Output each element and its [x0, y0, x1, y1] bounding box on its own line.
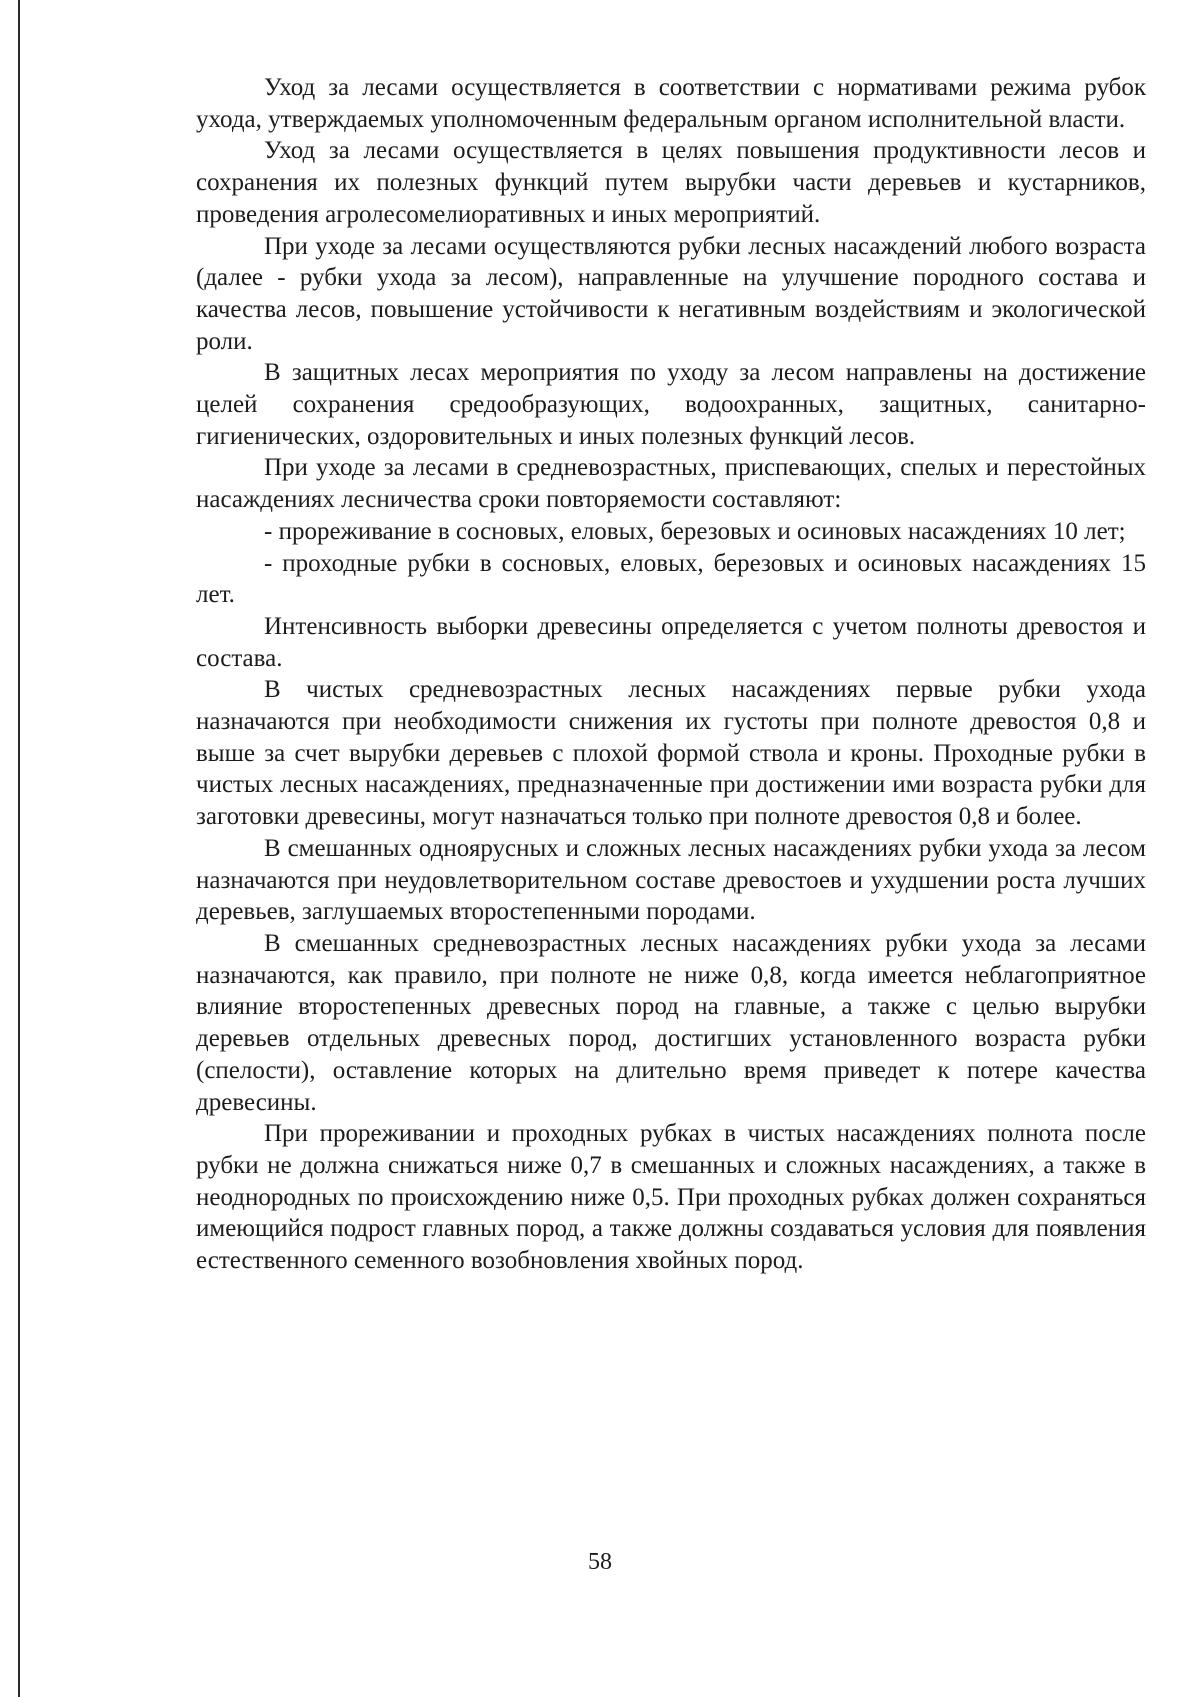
paragraph-mixed-complex-stands: В смешанных одноярусных и сложных лесных насаждениях рубки ухода за лесом назначаются при неудовлетворительном составе древостоев и ухудшении роста лучших деревьев, заглушаемых второстепенными породами.: [196, 834, 1146, 926]
page-number: 58: [588, 1549, 612, 1575]
paragraph-selection-intensity: Интенсивность выборки древесины определяется с учетом полноты древостоя и состава.: [196, 612, 1146, 672]
paragraph-repetition-periods: При уходе за лесами в средневозрастных, приспевающих, спелых и перестойных насаждениях лесничества сроки повторяемости составляют:: [196, 454, 1146, 514]
document-body: [196, 72, 1146, 1277]
scan-edge-line: [18, 0, 20, 1697]
list-item-passage-cuttings: - проходные рубки в сосновых, еловых, березовых и осиновых насаждениях 15 лет.: [196, 549, 1146, 609]
paragraph-protective-forests: В защитных лесах мероприятия по уходу за лесом направлены на достижение целей сохранения средообразующих, водоохранных, защитных, санитарно-гигиенических, оздоровительных и иных полезных функций лесов.: [196, 359, 1146, 450]
paragraph-stand-density-after-cutting: При прореживании и проходных рубках в чистых насаждениях полнота после рубки не должна снижаться ниже 0,7 в смешанных и сложных насаждениях, а также в неоднородных по происхождению ниже 0,5. При проходных рубках должен сохраняться имеющийся подрост главных пород, а также должны создаваться условия для появления естественного семенного возобновления хвойных пород.: [196, 1120, 1146, 1275]
paragraph-care-cuttings: При уходе за лесами осуществляются рубки лесных насаждений любого возраста (далее - рубки ухода за лесом), направленные на улучшение породного состава и качества лесов, повышение устойчивости к негативным воздействиям и экологической роли.: [196, 232, 1146, 355]
paragraph-forest-care-goals: Уход за лесами осуществляется в целях повышения продуктивности лесов и сохранения их полезных функций путем вырубки части деревьев и кустарников, проведения агролесомелиоративных и иных мероприятий.: [196, 137, 1146, 228]
paragraph-forest-care-standards: Уход за лесами осуществляется в соответствии с нормативами режима рубок ухода, утверждаемых уполномоченным федеральным органом исполнительной власти.: [196, 74, 1146, 133]
paragraph-pure-stands: В чистых средневозрастных лесных насаждениях первые рубки ухода назначаются при необходимости снижения их густоты при полноте древостоя 0,8 и выше за счет вырубки деревьев с плохой формой ствола и кроны. Проходные рубки в чистых лесных насаждениях, предназначенные при достижении ими возраста рубки для заготовки древесины, могут назначаться только при полноте древостоя 0,8 и более.: [196, 676, 1146, 831]
paragraph-mixed-middle-aged-stands: В смешанных средневозрастных лесных насаждениях рубки ухода за лесами назначаются, как правило, при полноте не ниже 0,8, когда имеется неблагоприятное влияние второстепенных древесных пород на главные, а также с целью вырубки деревьев отдельных древесных пород, достигших установленного возраста рубки (спелости), оставление которых на длительно время приведет к потере качества древесины.: [196, 929, 1146, 1116]
list-item-thinning: - прореживание в сосновых, еловых, березовых и осиновых насаждениях 10 лет;: [264, 517, 1126, 545]
